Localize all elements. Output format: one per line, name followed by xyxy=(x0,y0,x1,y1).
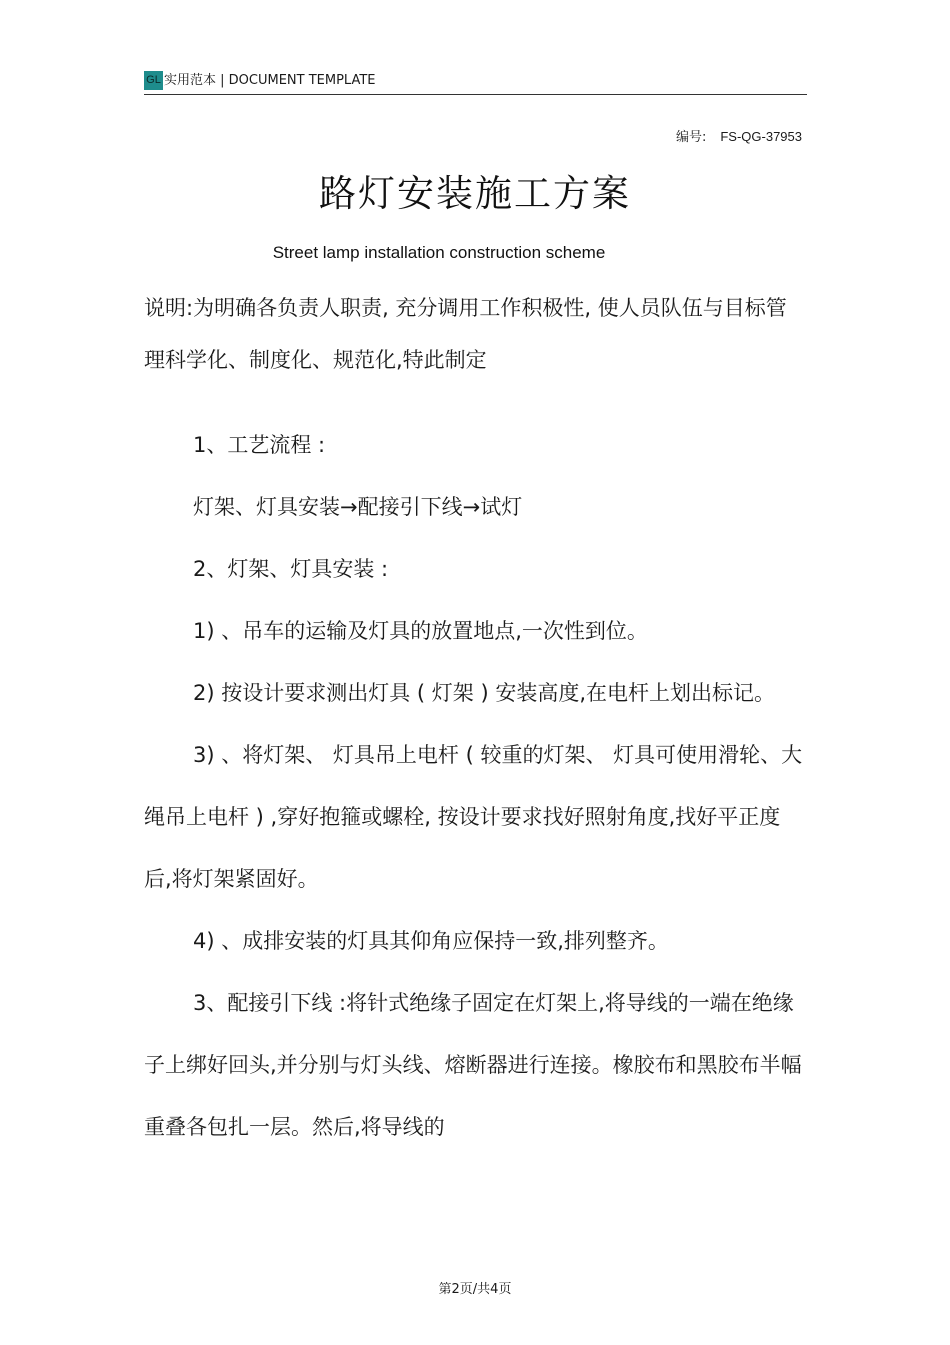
paragraph-step-4: 4) 、成排安装的灯具其仰角应保持一致,排列整齐。 xyxy=(193,929,669,953)
page-number: 第2页/共4页 xyxy=(438,1282,512,1297)
paragraph-section-2-heading: 2、灯架、灯具安装 : xyxy=(193,557,389,581)
paragraph-step-1: 1) 、吊车的运输及灯具的放置地点,一次性到位。 xyxy=(193,619,648,643)
logo: GL xyxy=(144,71,163,90)
page-header xyxy=(144,70,807,95)
paragraph-process-flow: 灯架、灯具安装→配接引下线→试灯 xyxy=(193,495,523,519)
document-code-label: 编号: xyxy=(675,130,707,145)
intro-paragraph: 说明:为明确各负责人职责, 充分调用工作积极性, 使人员队伍与目标管理科学化、制度化、规范化,特此制定 xyxy=(144,296,787,372)
document-code-value: FS-QG-37953 xyxy=(720,129,802,144)
paragraph-step-2: 2) 按设计要求测出灯具 ( 灯架 ) 安装高度,在电杆上划出标记。 xyxy=(193,681,775,705)
page-title: 路灯安装施工方案 xyxy=(319,172,631,215)
brand-text: 实用范本 | DOCUMENT TEMPLATE xyxy=(164,73,376,88)
page-subtitle: Street lamp installation construction scheme xyxy=(272,243,606,262)
paragraph-step-3: 3) 、将灯架、 灯具吊上电杆 ( 较重的灯架、 灯具可使用滑轮、大绳吊上电杆 ) ,穿好抱箍或螺栓, 按设计要求找好照射角度,找好平正度后,将灯架紧固好。 xyxy=(144,743,803,891)
paragraph-section-1-heading: 1、工艺流程 : xyxy=(193,433,326,457)
document-code xyxy=(676,126,802,145)
paragraph-section-3: 3、配接引下线 :将针式绝缘子固定在灯架上,将导线的一端在绝缘子上绑好回头,并分别与灯头线、熔断器进行连接。橡胶布和黑胶布半幅重叠各包扎一层。然后,将导线的 xyxy=(144,991,802,1139)
document-body xyxy=(144,282,804,1158)
